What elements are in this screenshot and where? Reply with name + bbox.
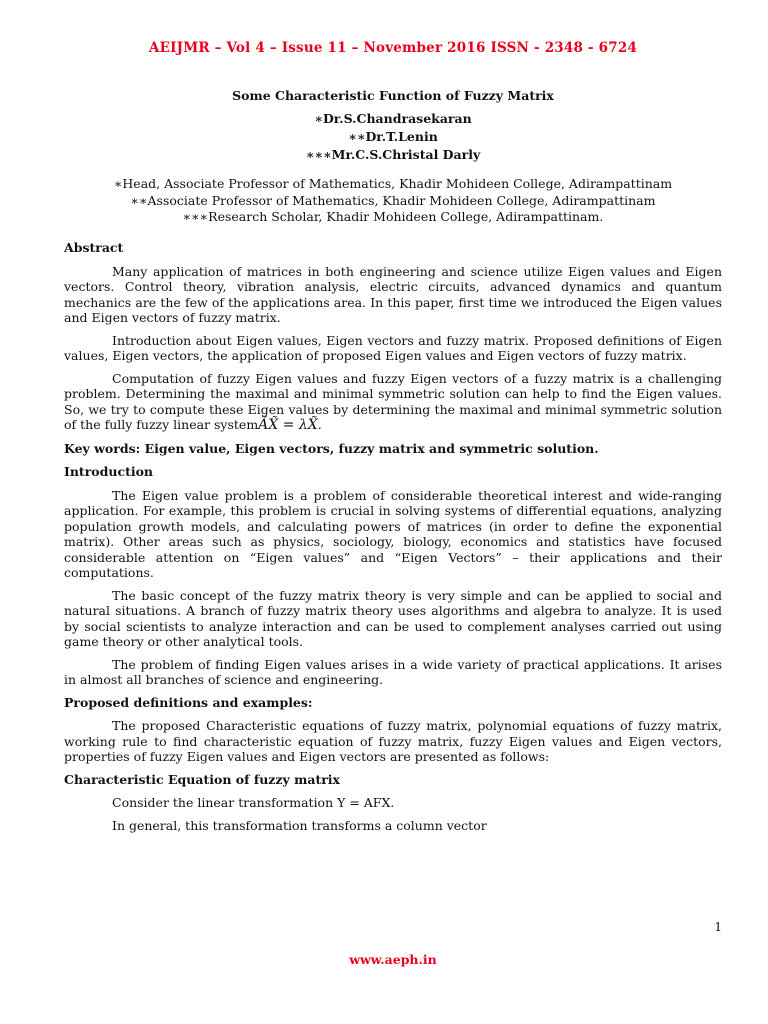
affiliation-1: ∗Head, Associate Professor of Mathematics, Khadir Mohideen College, Adirampattinam: [113, 176, 673, 191]
characteristic-paragraph-2: In general, this transformation transforms a column vector: [112, 817, 487, 833]
abstract-paragraph-1: Many application of matrices in both engineering and science utilize Eigen values and Eigen vectors. Control theory, vibration analysis, electric circuits, advanced dynamics and quantum mechanics are the few of the applications area. In this paper, first time we introduced the Eigen values and Eigen vectors of fuzzy matrix.: [64, 263, 722, 325]
keywords-line: Key words: Eigen value, Eigen vectors, fuzzy matrix and symmetric solution.: [64, 440, 599, 456]
proposed-paragraph-1: The proposed Characteristic equations of fuzzy matrix, polynomial equations of fuzzy matrix, working rule to find characteristic equation of fuzzy matrix, fuzzy Eigen values and Eigen vectors, properties of fuzzy Eigen values and Eigen vectors are presented as follows:: [64, 718, 722, 764]
abstract-heading: Abstract: [64, 240, 124, 255]
affiliation-list: [64, 176, 722, 226]
abstract-paragraph-3-end: .: [317, 417, 322, 432]
proposed-heading: Proposed definitions and examples:: [64, 694, 313, 710]
introduction-paragraph-1: The Eigen value problem is a problem of considerable theoretical interest and wide-ranging application. For example, this problem is crucial in solving systems of differential equations, analyzing population growth models, and calculating powers of matrices (in order to define the exponential matrix). Other areas such as physics, sociology, biology, economics and statistics have focused considerable attention on “Eigen values” and “Eigen Vectors” – their applications and their computations.: [64, 487, 722, 580]
paper-title: Some Characteristic Function of Fuzzy Matrix: [232, 88, 554, 103]
characteristic-paragraph-1: Consider the linear transformation Y = AFX.: [112, 795, 395, 810]
footer-website-link[interactable]: www.aeph.in: [349, 952, 437, 967]
paper-body: [64, 240, 722, 840]
abstract-paragraph-2: Introduction about Eigen values, Eigen vectors and fuzzy matrix. Proposed definitions of Eigen values, Eigen vectors, the application of proposed Eigen values and Eigen vectors of fuzzy matrix.: [64, 332, 722, 363]
author-list: [64, 110, 722, 164]
paper-page: [64, 0, 722, 1024]
page-number: 1: [714, 920, 722, 934]
fuzzy-linear-system-equation: ÃX̃ = λX̃: [258, 417, 318, 433]
author-3: ∗∗∗Mr.C.S.Christal Darly: [305, 147, 481, 162]
characteristic-heading: Characteristic Equation of fuzzy matrix: [64, 771, 341, 787]
abstract-paragraph-3: [64, 371, 722, 434]
abstract-paragraph-3-text: Computation of fuzzy Eigen values and fuzzy Eigen vectors of a fuzzy matrix is a challenging problem. Determining the maximal and minimal symmetric solution can help to find the Eigen values. So, we try to compute these Eigen values by determining the maximal and minimal symmetric solution of the fully fuzzy linear system: [64, 370, 722, 432]
author-2: ∗∗Dr.T.Lenin: [348, 129, 438, 144]
introduction-paragraph-3: The problem of finding Eigen values arises in a wide variety of practical applications. It arises in almost all branches of science and engineering.: [64, 656, 722, 687]
introduction-heading: Introduction: [64, 464, 154, 479]
introduction-paragraph-2: The basic concept of the fuzzy matrix theory is very simple and can be applied to social and natural situations. A branch of fuzzy matrix theory uses algorithms and algebra to analyze. It is used by social scientists to analyze interaction and can be used to complement analyses carried out using game theory or other analytical tools.: [64, 587, 722, 649]
affiliation-2: ∗∗Associate Professor of Mathematics, Khadir Mohideen College, Adirampattinam: [130, 192, 656, 208]
author-1: ∗Dr.S.Chandrasekaran: [314, 111, 472, 126]
journal-header: AEIJMR – Vol 4 – Issue 11 – November 2016 ISSN - 2348 - 6724: [148, 40, 638, 56]
affiliation-3: ∗∗∗Research Scholar, Khadir Mohideen College, Adirampattinam.: [182, 209, 604, 224]
